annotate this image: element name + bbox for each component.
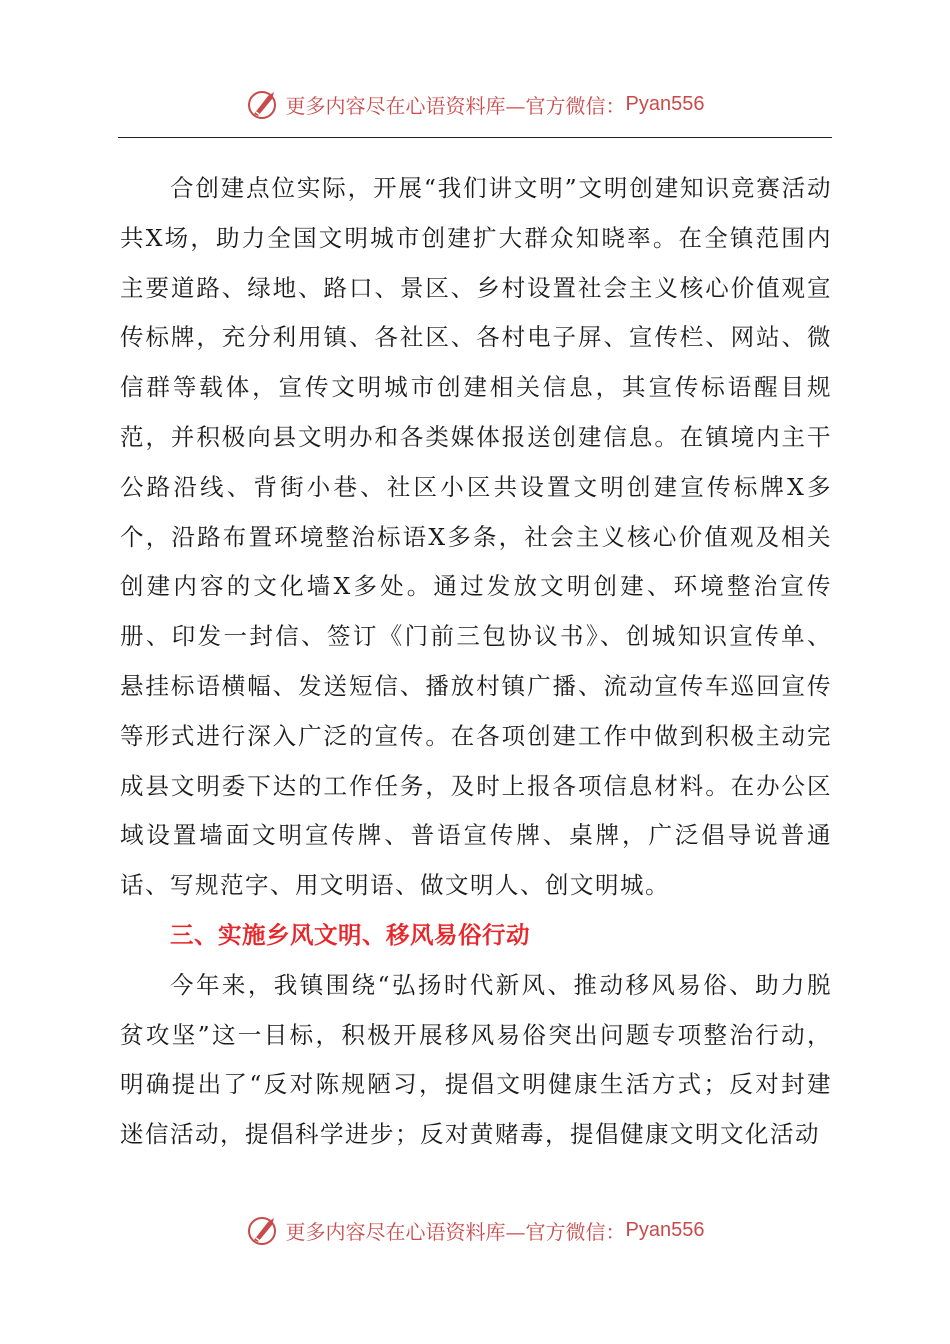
section-heading-3: 三、实施乡风文明、移风易俗行动 — [170, 920, 530, 949]
pen-nib-logo-icon — [246, 1212, 282, 1248]
pen-nib-logo-icon — [246, 86, 282, 122]
footer-banner-text: 更多内容尽在心语资料库—官方微信： — [285, 1219, 626, 1244]
header-divider — [118, 137, 832, 138]
header-banner-text: 更多内容尽在心语资料库—官方微信： — [285, 93, 626, 118]
body-paragraph-1: 合创建点位实际，开展“我们讲文明”文明创建知识竞赛活动共X场，助力全国文明城市创建扩大群众知晓率。在全镇范围内主要道路、绿地、路口、景区、乡村设置社会主义核心价值观宣传标牌，充分利用镇、各社区、各村电子屏、宣传栏、网站、微信群等载体，宣传文明城市创建相关信息，其宣传标语醒目规范，并积极向县文明办和各类媒体报送创建信息。在镇境内主干公路沿线、背街小巷、社区小区共设置文明创建宣传标牌X多个，沿路布置环境整治标语X多条，社会主义核心价值观及相关创建内容的文化墙X多处。通过发放文明创建、环境整治宣传册、印发一封信、签订《门前三包协议书》、创城知识宣传单、悬挂标语横幅、发送短信、播放村镇广播、流动宣传车巡回宣传等形式进行深入广泛的宣传。在各项创建工作中做到积极主动完成县文明委下达的工作任务，及时上报各项信息材料。在办公区域设置墙面文明宣传牌、普语宣传牌、桌牌，广泛倡导说普通话、写规范字、用文明语、做文明人、创文明城。 — [120, 174, 832, 900]
document-body — [120, 164, 832, 1160]
footer-banner — [0, 1210, 950, 1250]
header-banner — [0, 84, 950, 124]
body-paragraph-2: 今年来，我镇围绕“弘扬时代新风、推动移风易俗、助力脱贫攻坚”这一目标，积极开展移风易俗突出问题专项整治行动，明确提出了“反对陈规陋习，提倡文明健康生活方式；反对封建迷信活动，提倡科学进步；反对黄赌毒，提倡健康文明文化活动 — [120, 970, 832, 1149]
header-wechat-id: Pyan556 — [625, 92, 705, 115]
footer-wechat-id: Pyan556 — [625, 1218, 705, 1241]
